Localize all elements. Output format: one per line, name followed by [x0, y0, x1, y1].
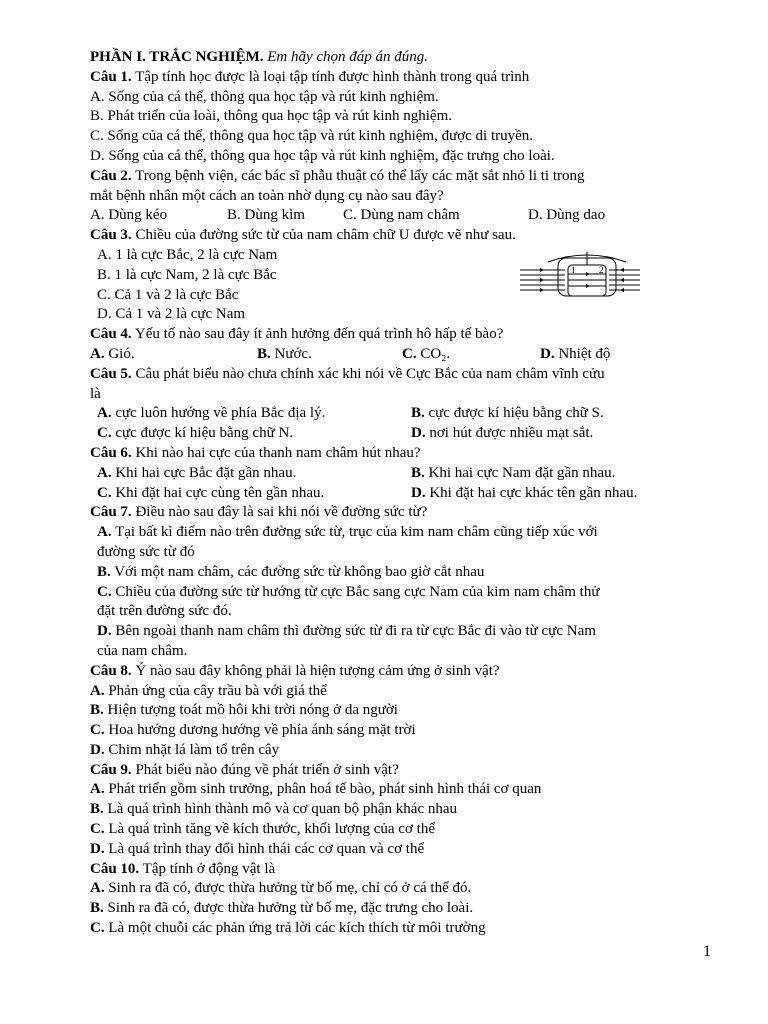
q3-option-d: D. Cả 1 và 2 là cực Nam	[97, 306, 246, 323]
question-1: Câu 1. Tập tính học được là loại tập tính được hình thành trong quá trình	[90, 68, 530, 85]
q5-option-d: D. nơi hút được nhiều mạt sắt.	[411, 425, 594, 442]
page-number: 1	[703, 943, 711, 960]
question-10: Câu 10. Tập tính ở động vật là	[90, 860, 276, 877]
q5-option-c: C. cực được kí hiệu bằng chữ N.	[97, 425, 294, 442]
q6-options-row2	[90, 484, 710, 504]
q5-options-row1	[90, 404, 710, 424]
pole-2-label: 2	[599, 264, 604, 275]
q10-option-b: B. Sinh ra đã có, được thừa hưởng từ bố mẹ, đặc trưng cho loài.	[90, 900, 474, 917]
q1-option-a: A. Sống của cá thể, thông qua học tập và rút kinh nghiệm.	[90, 88, 439, 105]
q2-option-b: B. Dùng kìm	[227, 207, 305, 224]
q6-option-d: D. Khi đặt hai cực khác tên gần nhau.	[411, 484, 638, 501]
q9-option-c: C. Là quá trình tăng về kích thước, khối lượng của cơ thể	[90, 821, 435, 838]
q3-option-a: A. 1 là cực Bắc, 2 là cực Nam	[97, 246, 278, 263]
u-magnet-figure	[520, 252, 640, 302]
q2-option-d: D. Dùng dao	[528, 207, 606, 224]
q9-option-d: D. Là quá trình thay đổi hình thái các cơ quan và cơ thể	[90, 840, 425, 857]
q6-option-b: B. Khi hai cực Nam đặt gần nhau.	[411, 464, 616, 481]
q4-options	[90, 345, 710, 365]
q3-option-c: C. Cả 1 và 2 là cực Bắc	[97, 286, 239, 303]
q7-option-b: B. Với một nam châm, các đường sức từ không bao giờ cắt nhau	[97, 563, 485, 580]
question-8: Câu 8. Ý nào sau đây không phải là hiện tượng cảm ứng ở sinh vật?	[90, 662, 500, 679]
question-2: Câu 2. Trong bệnh viện, các bác sĩ phẫu thuật có thể lấy các mặt sắt nhỏ li ti trong	[90, 167, 585, 184]
q8-option-c: C. Hoa hướng dương hướng về phía ánh sáng mặt trời	[90, 722, 416, 739]
q7-option-a: A. Tại bất kì điểm nào trên đường sức từ, trục của kim nam châm cũng tiếp xúc với	[97, 524, 598, 541]
q5-option-b: B. cực được kí hiệu bằng chữ S.	[411, 405, 604, 422]
q5-option-a: A. cực luôn hướng về phía Bắc địa lý.	[97, 405, 326, 422]
question-4: Câu 4. Yếu tố nào sau đây ít ảnh hưởng đến quá trình hô hấp tế bào?	[90, 326, 504, 343]
section-heading: PHẦN I. TRẮC NGHIỆM. Em hãy chọn đáp án đúng.	[90, 49, 429, 65]
q1-option-d: D. Sống của cá thể, thông qua học tập và rút kinh nghiệm, đặc trưng cho loài.	[90, 147, 555, 164]
q6-options-row1	[90, 464, 710, 484]
question-5-cont: là	[90, 385, 101, 402]
q4-option-b: B. Nước.	[257, 345, 312, 362]
q9-option-b: B. Là quá trình hình thành mô và cơ quan bộ phận khác nhau	[90, 801, 458, 818]
q1-option-b: B. Phát triển của loài, thông qua học tập và rút kinh nghiệm.	[90, 108, 453, 125]
q1-option-c: C. Sống của cá thể, thông qua học tập và rút kinh nghiệm, được di truyền.	[90, 128, 534, 145]
question-2-cont: mắt bệnh nhân một cách an toàn nhờ dụng cụ nào sau đây?	[90, 187, 444, 204]
question-6: Câu 6. Khi nào hai cực của thanh nam châm hút nhau?	[90, 444, 421, 461]
q4-option-a: A. Gió.	[90, 345, 135, 362]
q6-option-c: C. Khi đặt hai cực cùng tên gần nhau.	[97, 484, 325, 501]
question-5: Câu 5. Câu phát biểu nào chưa chính xác khi nói về Cực Bắc của nam châm vĩnh cửu	[90, 365, 605, 382]
question-7: Câu 7. Điều nào sau đây là sai khi nói về đường sức từ?	[90, 504, 428, 521]
q3-option-b: B. 1 là cực Nam, 2 là cực Bắc	[97, 266, 277, 283]
q4-option-c: C. CO₂.	[402, 345, 451, 362]
q7-option-d: D. Bên ngoài thanh nam châm thì đường sức từ đi ra từ cực Bắc đi vào từ cực Nam	[97, 623, 596, 640]
q7-option-c: C. Chiều của đường sức từ hướng từ cực Bắc sang cực Nam của kim nam châm thử	[97, 583, 600, 600]
q10-option-a: A. Sinh ra đã có, được thừa hưởng từ bố mẹ, chỉ có ở cá thể đó.	[90, 880, 472, 897]
q2-options	[90, 206, 710, 226]
exam-page	[90, 48, 710, 939]
q7-option-c-cont: đặt trên đường sức đó.	[97, 603, 232, 620]
pole-1-label: 1	[571, 264, 576, 275]
q2-option-c: C. Dùng nam châm	[343, 207, 460, 224]
q6-option-a: A. Khi hai cực Bắc đặt gần nhau.	[97, 464, 297, 481]
q8-option-b: B. Hiện tượng toát mồ hôi khi trời nóng ở da người	[90, 702, 398, 719]
q2-option-a: A. Dùng kéo	[90, 207, 168, 224]
q8-option-a: A. Phản ứng của cây trầu bà với giá thể	[90, 682, 327, 699]
question-9: Câu 9. Phát biểu nào đúng về phát triển ở sinh vật?	[90, 761, 399, 778]
q5-options-row2	[90, 424, 710, 444]
q3-block	[90, 246, 710, 325]
q10-option-c: C. Là một chuỗi các phản ứng trả lời các kích thích từ môi trường	[90, 920, 486, 937]
q9-option-a: A. Phát triển gồm sinh trưởng, phân hoá tế bào, phát sinh hình thái cơ quan	[90, 781, 542, 798]
q7-option-d-cont: của nam châm.	[97, 642, 188, 659]
q4-option-d: D. Nhiệt độ	[540, 345, 611, 362]
q7-option-a-cont: đường sức từ đó	[97, 543, 195, 560]
question-3: Câu 3. Chiều của đường sức từ của nam châm chữ U được vẽ như sau.	[90, 227, 516, 244]
q8-option-d: D. Chim nhặt lá làm tổ trên cây	[90, 741, 280, 758]
